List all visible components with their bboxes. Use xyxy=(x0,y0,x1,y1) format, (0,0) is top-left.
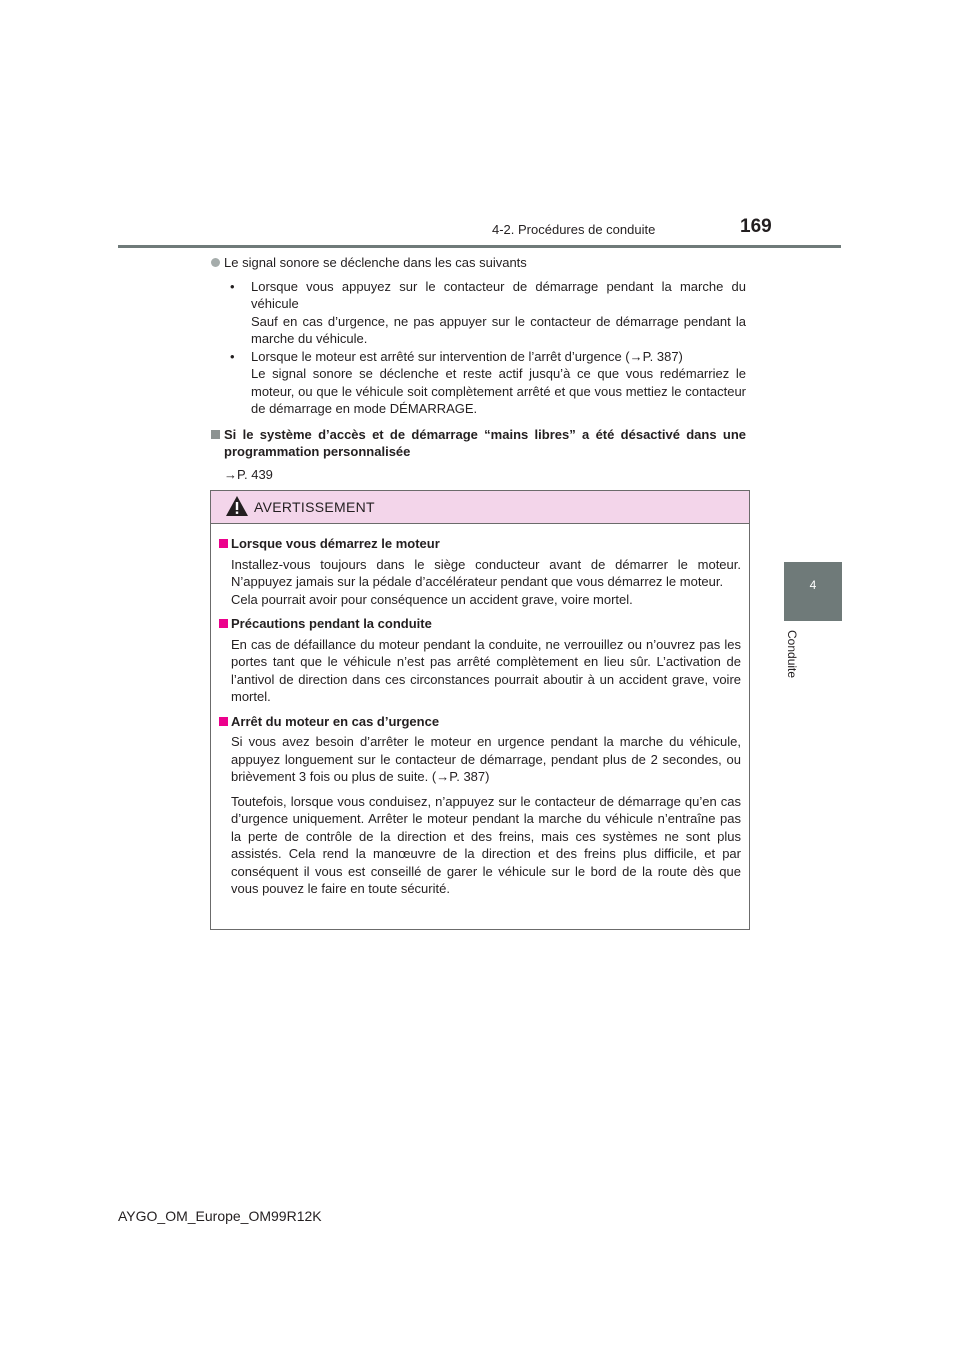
warning-body xyxy=(211,524,749,898)
chapter-label-wrap xyxy=(782,630,806,682)
warning-heading-text: Arrêt du moteur en cas d’urgence xyxy=(231,713,440,729)
main-content xyxy=(210,254,746,483)
warning-paragraph: Toutefois, lorsque vous conduisez, n’appuyez sur le contacteur de démarrage qu’en cas d’urgence uniquement. Arrêter le moteur pendant la marche du véhicule n’entraîne pas la perte de contrôle de la direction et des freins, mais ces systèmes ne sont plus assistés. Cela rend la manœuvre de la direction et des freins plus difficile, et par conséquent il vous est conseillé de garer le véhicule sur le bord de la route dès que vous pouvez le faire en toute sécurité. xyxy=(231,793,741,896)
pink-square-bullet-icon xyxy=(219,539,228,548)
header-section-title: 4-2. Procédures de conduite xyxy=(492,222,656,237)
warning-heading xyxy=(217,713,741,731)
bullet-title: Le signal sonore se déclenche dans les cas suivants xyxy=(224,255,527,270)
sub-item xyxy=(210,348,746,418)
warning-triangle-icon xyxy=(225,495,249,517)
bullet-item xyxy=(210,254,746,272)
sub-item xyxy=(210,278,746,348)
page-reference-link[interactable]: →P. 439 xyxy=(224,466,273,482)
pink-square-bullet-icon xyxy=(219,717,228,726)
sub-bullet-dot: • xyxy=(230,278,235,294)
page-number: 169 xyxy=(740,216,772,237)
sub-item-line: Lorsque vous appuyez sur le contacteur de démarrage pendant la marche du véhicule xyxy=(251,278,746,311)
warning-title: AVERTISSEMENT xyxy=(254,499,375,515)
chapter-label: Conduite xyxy=(785,630,799,679)
sub-bullet-dot: • xyxy=(230,348,235,364)
warning-paragraph: En cas de défaillance du moteur pendant la conduite, ne verrouillez ou n’ouvrez pas les portes tant que le véhicule n’est pas arrêté complètement en lieu sûr. L’activation de l’antivol de direction dans ces circonstances pourrait aboutir à un accident grave, voire mortel. xyxy=(231,636,741,704)
section-heading xyxy=(210,426,746,461)
chapter-tab xyxy=(784,562,842,621)
sub-item-line: Lorsque le moteur est arrêté sur intervention de l’arrêt d’urgence (→P. 387) xyxy=(251,348,683,364)
warning-heading-text: Lorsque vous démarrez le moteur xyxy=(231,536,440,551)
warning-heading xyxy=(217,615,741,633)
warning-heading-text: Précautions pendant la conduite xyxy=(231,616,432,631)
sub-item-note: Le signal sonore se déclenche et reste actif jusqu’à ce que vous redémarriez le moteur, ou que le véhicule soit complètement arrêté et que vous mettiez le contacteur de démarrage en mode DÉMARRAGE. xyxy=(251,366,746,416)
sub-item-note: Sauf en cas d’urgence, ne pas appuyer sur le contacteur de démarrage pendant la marche du véhicule. xyxy=(251,313,746,346)
header-rule xyxy=(118,245,841,248)
warning-header xyxy=(211,491,749,524)
warning-paragraph: Installez-vous toujours dans le siège conducteur avant de démarrer le moteur. N’appuyez jamais sur la pédale d’accélérateur pendant que vous démarrez le moteur. xyxy=(231,556,741,589)
warning-paragraph: Si vous avez besoin d’arrêter le moteur en urgence pendant la marche du véhicule, appuyez longuement sur le contacteur de démarrage, pendant plus de 2 secondes, ou brièvement 3 fois ou plus de suite. (→P. 387) xyxy=(231,734,741,784)
pink-square-bullet-icon xyxy=(219,619,228,628)
square-bullet-icon xyxy=(211,430,220,439)
warning-paragraph: Cela pourrait avoir pour conséquence un accident grave, voire mortel. xyxy=(231,591,633,607)
warning-heading xyxy=(217,535,741,553)
footer-doc-code: AYGO_OM_Europe_OM99R12K xyxy=(118,1208,322,1224)
section-heading-text: Si le système d’accès et de démarrage “mains libres” a été désactivé dans une programmation personnalisée xyxy=(224,426,746,459)
chapter-number: 4 xyxy=(809,578,817,592)
warning-box xyxy=(210,490,750,930)
